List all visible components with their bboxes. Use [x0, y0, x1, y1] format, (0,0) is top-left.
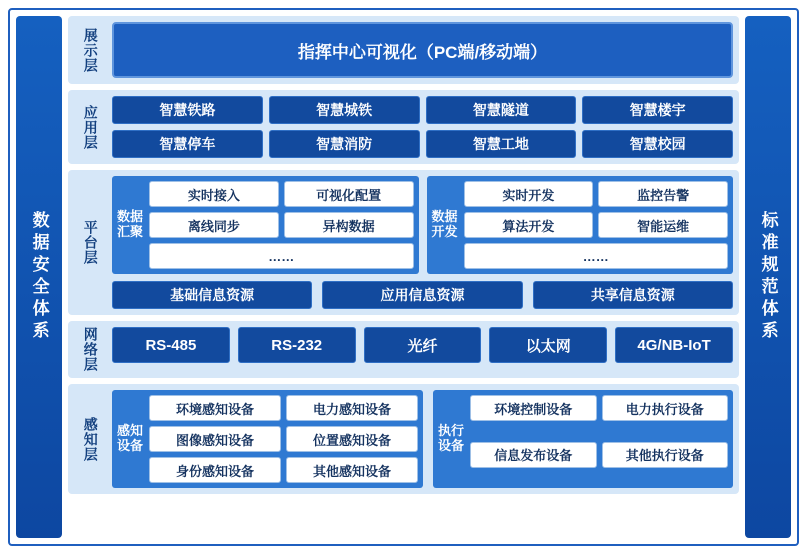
platform-item[interactable]: 实时开发: [464, 181, 594, 207]
network-item[interactable]: 光纤: [364, 327, 482, 363]
platform-resource[interactable]: 共享信息资源: [533, 281, 733, 309]
platform-item[interactable]: 实时接入: [149, 181, 279, 207]
platform-resources: [112, 281, 733, 309]
platform-item[interactable]: 智能运维: [598, 212, 728, 238]
layer-presentation-body: [112, 22, 733, 78]
platform-item-more[interactable]: ……: [464, 243, 729, 269]
layer-perception-label: 感知层: [82, 416, 99, 462]
layer-presentation-label: 展示层: [82, 27, 99, 73]
app-item[interactable]: 智慧工地: [426, 130, 577, 158]
app-item[interactable]: 智慧消防: [269, 130, 420, 158]
layer-platform: [68, 170, 739, 315]
left-vertical-bar: [16, 16, 62, 538]
platform-group-cells: [464, 181, 729, 269]
left-vertical-bar-label: 数据安全体系: [29, 211, 49, 343]
app-item[interactable]: 智慧隧道: [426, 96, 577, 124]
network-item[interactable]: RS-232: [238, 327, 356, 363]
application-grid: [112, 96, 733, 158]
network-item[interactable]: 以太网: [489, 327, 607, 363]
perception-group-label: 执行设备: [438, 423, 465, 453]
layers-column: [68, 16, 739, 538]
layer-platform-body: [112, 176, 733, 309]
app-item[interactable]: 智慧楼宇: [582, 96, 733, 124]
platform-group-aggregation: [112, 176, 419, 274]
platform-item-more[interactable]: ……: [149, 243, 414, 269]
perception-group-actuators: [433, 390, 733, 488]
platform-resource[interactable]: 基础信息资源: [112, 281, 312, 309]
network-item[interactable]: 4G/NB-IoT: [615, 327, 733, 363]
layer-perception-body: [112, 390, 733, 488]
layer-presentation: [68, 16, 739, 84]
perception-item[interactable]: 电力执行设备: [602, 395, 729, 421]
app-item[interactable]: 智慧铁路: [112, 96, 263, 124]
platform-resource[interactable]: 应用信息资源: [322, 281, 522, 309]
network-grid: [112, 327, 733, 363]
platform-group-label: 数据汇聚: [117, 209, 144, 239]
perception-item[interactable]: 其他感知设备: [286, 457, 418, 483]
perception-item[interactable]: 电力感知设备: [286, 395, 418, 421]
platform-group-development: [427, 176, 734, 274]
perception-item[interactable]: 环境感知设备: [149, 395, 281, 421]
perception-group-label: 感知设备: [117, 423, 144, 453]
platform-item[interactable]: 异构数据: [284, 212, 414, 238]
perception-group-sensors: [112, 390, 423, 488]
right-vertical-bar-label: 标准规范体系: [758, 211, 778, 343]
layer-application: [68, 90, 739, 164]
presentation-box[interactable]: 指挥中心可视化（PC端/移动端）: [112, 22, 733, 78]
layer-perception: [68, 384, 739, 494]
perception-group-cells: [470, 395, 728, 483]
layer-network-body: [112, 327, 733, 372]
platform-groups: [112, 176, 733, 274]
platform-group-label: 数据开发: [431, 209, 458, 239]
perception-item[interactable]: 图像感知设备: [149, 426, 281, 452]
layer-application-body: [112, 96, 733, 158]
platform-item[interactable]: 算法开发: [464, 212, 594, 238]
platform-item[interactable]: 可视化配置: [284, 181, 414, 207]
perception-group-cells: [149, 395, 418, 483]
perception-item[interactable]: 身份感知设备: [149, 457, 281, 483]
app-item[interactable]: 智慧停车: [112, 130, 263, 158]
platform-item[interactable]: 离线同步: [149, 212, 279, 238]
perception-item[interactable]: 环境控制设备: [470, 395, 597, 421]
layer-network: [68, 321, 739, 378]
network-item[interactable]: RS-485: [112, 327, 230, 363]
layer-application-label: 应用层: [82, 104, 99, 150]
layer-platform-label: 平台层: [82, 220, 99, 265]
right-vertical-bar: [745, 16, 791, 538]
perception-item[interactable]: 信息发布设备: [470, 442, 597, 468]
app-item[interactable]: 智慧校园: [582, 130, 733, 158]
layer-network-label: 网络层: [82, 327, 99, 372]
app-item[interactable]: 智慧城铁: [269, 96, 420, 124]
perception-groups: [112, 390, 733, 488]
platform-group-cells: [149, 181, 414, 269]
architecture-frame: [8, 8, 799, 546]
perception-item[interactable]: 其他执行设备: [602, 442, 729, 468]
perception-item[interactable]: 位置感知设备: [286, 426, 418, 452]
platform-item[interactable]: 监控告警: [598, 181, 728, 207]
